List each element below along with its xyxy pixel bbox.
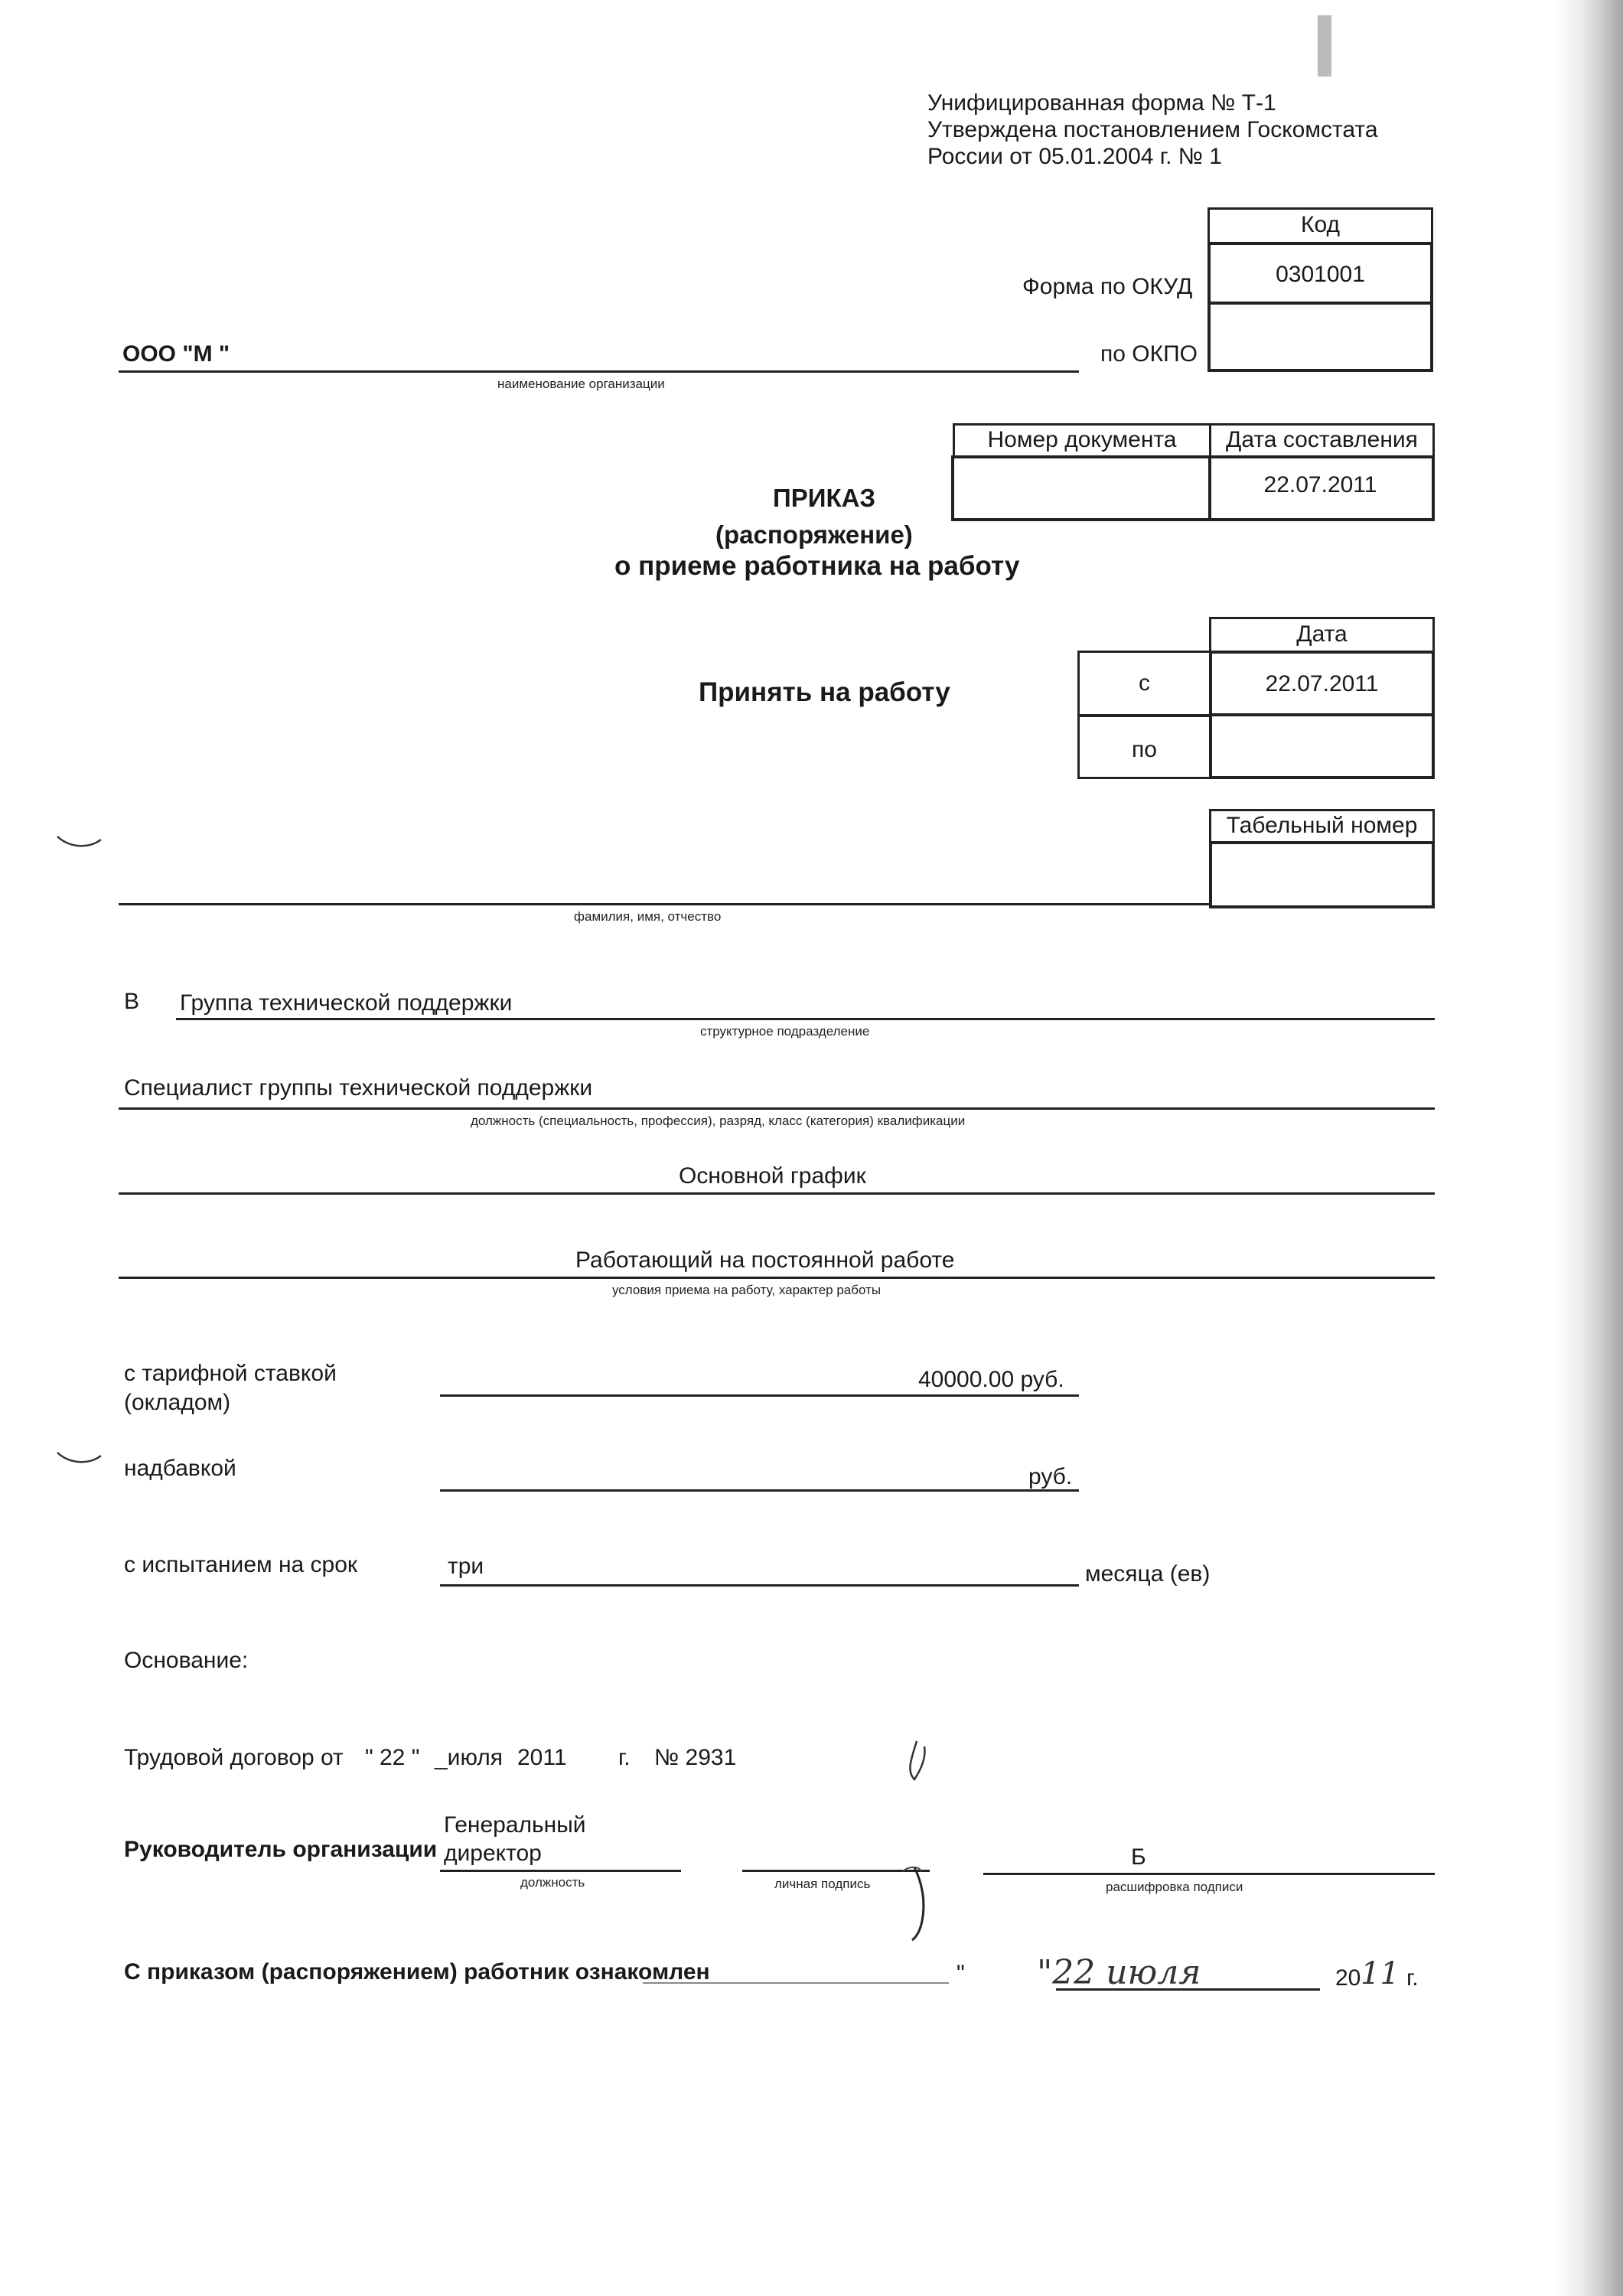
- hire-from-label: с: [1077, 651, 1211, 716]
- doc-date-header: Дата составления: [1209, 423, 1435, 457]
- okpo-label: по ОКПО: [1100, 341, 1198, 367]
- ack-signature-underline: [643, 1982, 949, 1984]
- salary-label-2: (окладом): [124, 1390, 231, 1415]
- title-subject: о приеме работника на работу: [614, 551, 1020, 581]
- probation-value: три: [448, 1554, 484, 1579]
- probation-underline: [440, 1584, 1079, 1587]
- schedule-value: Основной график: [679, 1163, 866, 1189]
- form-reference-line1: Унифицированная форма № Т-1: [927, 90, 1276, 116]
- doc-number-value: [951, 455, 1211, 521]
- contract-year-suffix: г.: [618, 1745, 631, 1770]
- fio-caption: фамилия, имя, отчество: [574, 909, 722, 924]
- title-disposition: (распоряжение): [715, 520, 913, 549]
- organization-name: ООО "М ": [122, 341, 230, 367]
- kod-header: Код: [1207, 207, 1433, 242]
- head-label: Руководитель организации: [124, 1837, 438, 1862]
- salary-label-1: с тарифной ставкой: [124, 1361, 337, 1386]
- contract-year: 2011: [517, 1745, 567, 1770]
- tab-number-value: [1209, 841, 1435, 908]
- hire-to-label: по: [1077, 715, 1211, 779]
- ack-year-suffix: г.: [1406, 1965, 1419, 1991]
- okud-value: 0301001: [1207, 242, 1433, 305]
- decode-value: Б: [1131, 1844, 1146, 1870]
- head-position-line1: Генеральный: [444, 1812, 586, 1838]
- bonus-label: надбавкой: [124, 1456, 236, 1481]
- form-reference-line2: Утверждена постановлением Госкомстата: [927, 117, 1378, 142]
- hire-from-value: 22.07.2011: [1209, 651, 1435, 716]
- ack-year-prefix: 20: [1335, 1965, 1361, 1991]
- head-position-underline: [440, 1870, 681, 1872]
- position-value: Специалист группы технической поддержки: [124, 1075, 593, 1101]
- salary-value: 40000.00 руб.: [918, 1367, 1064, 1392]
- signature-caption: личная подпись: [774, 1877, 871, 1891]
- head-position-line2: директор: [444, 1841, 542, 1866]
- margin-tick-mark: [54, 1446, 107, 1477]
- hire-label: Принять на работу: [699, 677, 950, 707]
- department-underline: [176, 1018, 1435, 1020]
- conditions-underline: [119, 1277, 1435, 1279]
- decode-underline: [983, 1873, 1435, 1875]
- title-order: ПРИКАЗ: [773, 484, 876, 512]
- okud-label: Форма по ОКУД: [1022, 274, 1193, 299]
- ack-quote: ": [957, 1961, 965, 1986]
- doc-date-value: 22.07.2011: [1209, 455, 1435, 521]
- department-caption: структурное подразделение: [700, 1024, 870, 1039]
- basis-label: Основание:: [124, 1648, 249, 1673]
- ack-date-handwritten: "22 июля: [1037, 1953, 1201, 1992]
- doc-number-header: Номер документа: [953, 423, 1211, 457]
- ack-label: С приказом (распоряжением) работник ознакомлен: [124, 1959, 710, 1985]
- schedule-underline: [119, 1192, 1435, 1195]
- bonus-underline: [440, 1489, 1079, 1492]
- scan-smudge: [1318, 15, 1331, 77]
- ack-year-handwritten: 11: [1361, 1956, 1400, 1991]
- conditions-caption: условия приема на работу, характер работы: [612, 1283, 882, 1297]
- ack-date-underline: [1056, 1988, 1320, 1991]
- conditions-value: Работающий на постоянной работе: [575, 1247, 955, 1273]
- contract-day: " 22 ": [365, 1745, 420, 1770]
- signature-mark: [888, 1737, 979, 1944]
- decode-caption: расшифровка подписи: [1106, 1880, 1243, 1894]
- okpo-value: [1207, 305, 1433, 372]
- bonus-value: руб.: [1028, 1464, 1073, 1489]
- fio-underline: [119, 903, 1209, 905]
- department-prefix: В: [124, 989, 140, 1014]
- department-value: Группа технической поддержки: [180, 990, 513, 1016]
- contract-prefix: Трудовой договор от: [124, 1745, 344, 1770]
- organization-underline: [119, 370, 1079, 373]
- contract-number: № 2931: [654, 1745, 737, 1770]
- probation-label: с испытанием на срок: [124, 1552, 358, 1577]
- tab-number-header: Табельный номер: [1209, 809, 1435, 843]
- organization-caption: наименование организации: [497, 377, 665, 391]
- hire-to-value: [1209, 715, 1435, 779]
- margin-tick-mark: [54, 830, 107, 861]
- contract-month: _июля: [435, 1745, 504, 1770]
- salary-underline: [440, 1394, 1079, 1397]
- position-caption: должность (специальность, профессия), разряд, класс (категория) квалификации: [471, 1114, 966, 1128]
- form-reference-line3: России от 05.01.2004 г. № 1: [927, 144, 1222, 169]
- position-underline: [119, 1107, 1435, 1110]
- probation-unit: месяца (ев): [1085, 1561, 1211, 1587]
- hire-date-header: Дата: [1209, 617, 1435, 652]
- scan-edge-shadow: [1554, 0, 1623, 2296]
- head-position-caption: должность: [520, 1875, 585, 1890]
